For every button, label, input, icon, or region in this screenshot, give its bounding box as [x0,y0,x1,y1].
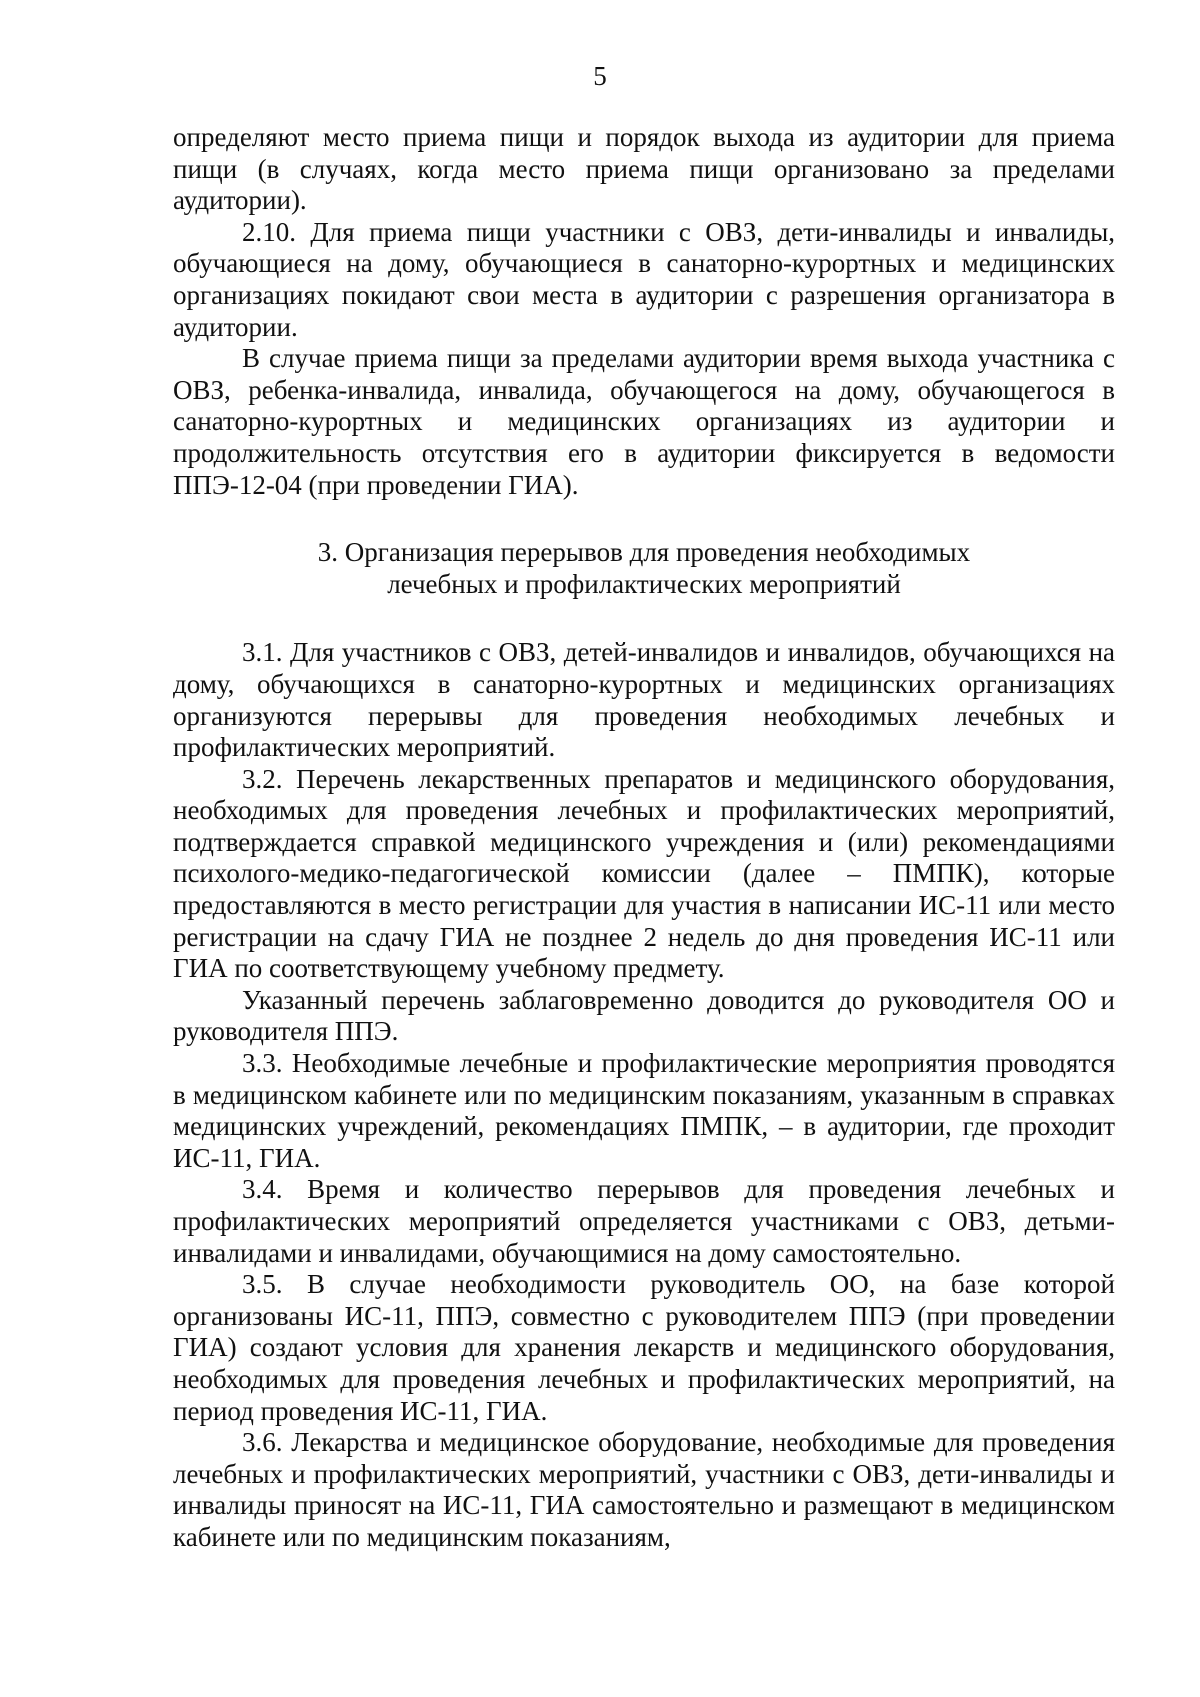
section-heading [173,537,1115,600]
section-heading-line-2: лечебных и профилактических мероприятий [387,568,901,599]
paragraph-3-2-notice: Указанный перечень заблаговременно доводится до руководителя ОО и руководителя ППЭ. [173,984,1115,1047]
paragraph-2-10-meal-outside: В случае приема пищи за пределами аудитории время выхода участника с ОВЗ, ребенка-инвалида, инвалида, обучающегося на дому, обучающегося в санаторно-курортных и медицинских организациях из аудитории и продолжительность отсутствия его в аудитории фиксируется в ведомости ППЭ-12-04 (при проведении ГИА). [173,343,1115,500]
paragraph-3-4: 3.4. Время и количество перерывов для проведения лечебных и профилактических мероприятий определяется участниками с ОВЗ, детьми-инвалидами и инвалидами, обучающимися на дому самостоятельно. [173,1174,1115,1268]
page-number: 5 [593,61,607,91]
paragraph-3-3: 3.3. Необходимые лечебные и профилактические мероприятия проводятся в медицинском кабинете или по медицинским показаниям, указанным в справках медицинских учреждений, рекомендациях ПМПК, – в аудитории, где проходит ИС-11, ГИА. [173,1048,1115,1173]
paragraph-3-2: 3.2. Перечень лекарственных препаратов и медицинского оборудования, необходимых для проведения лечебных и профилактических мероприятий, подтверждается справкой медицинского учреждения и (или) рекомендациями психолого-медико-педагогической комиссии (далее – ПМПК), которые предоставляются в место регистрации для участия в написании ИС-11 или место регистрации на сдачу ГИА не позднее 2 недель до дня проведения ИС-11 или ГИА по соответствующему учебному предмету. [173,763,1115,984]
paragraph-continuation: определяют место приема пищи и порядок выхода из аудитории для приема пищи (в случаях, когда место приема пищи организовано за пределами аудитории). [173,122,1115,216]
document-body [173,122,1115,1554]
paragraph-3-5: 3.5. В случае необходимости руководитель ОО, на базе которой организованы ИС-11, ППЭ, совместно с руководителем ППЭ (при проведении ГИА) создают условия для хранения лекарств и медицинского оборудования, необходимых для проведения лечебных и профилактических мероприятий, на период проведения ИС-11, ГИА. [173,1269,1115,1426]
paragraph-3-6: 3.6. Лекарства и медицинское оборудование, необходимые для проведения лечебных и профилактических мероприятий, участники с ОВЗ, дети-инвалиды и инвалиды приносят на ИС-11, ГИА самостоятельно и размещают в медицинском кабинете или по медицинским показаниям, [173,1427,1115,1552]
paragraph-2-10: 2.10. Для приема пищи участники с ОВЗ, дети-инвалиды и инвалиды, обучающиеся на дому, обучающиеся в санаторно-курортных и медицинских организациях покидают свои места в аудитории с разрешения организатора в аудитории. [173,216,1115,342]
paragraph-3-1: 3.1. Для участников с ОВЗ, детей-инвалидов и инвалидов, обучающихся на дому, обучающихся в санаторно-курортных и медицинских организациях организуются перерывы для проведения необходимых лечебных и профилактических мероприятий. [173,637,1115,763]
section-heading-line-1: 3. Организация перерывов для проведения необходимых [317,537,971,568]
